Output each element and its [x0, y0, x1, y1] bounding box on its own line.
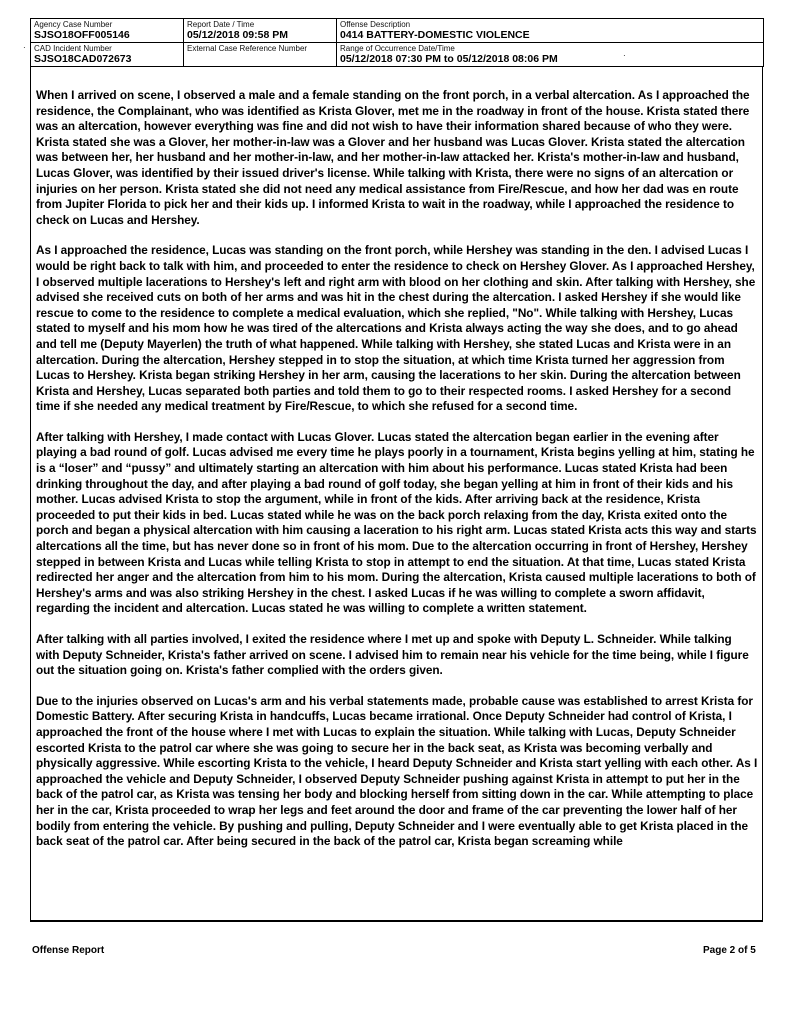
stray-mark: ·	[623, 51, 626, 60]
narrative-paragraph: Due to the injuries observed on Lucas's arm and his verbal statements made, probable cause was established to arrest Krista for Domestic Battery. After securing Krista in handcuffs, Lucas became irrational. Once Deputy Schneider had control of Krista, I approached the front of the house where I met with Lucas to explain the situation. While talking with Lucas, Deputy Schneider escorted Krista to the patrol car where she was going to secure her in the back seat, as Krista was becoming verbally and physically aggressive. While escorting Krista to the vehicle, I heard Deputy Schneider and Krista start yelling with each other. As I approached the vehicle and Deputy Schneider, I observed Deputy Schneider pushing against Krista in attempt to put her in the back of the patrol car, as Krista was tensing her body and blocking herself from sitting down in the car. While attempting to place her in the car, Krista proceeded to wrap her legs and feet around the door and frame of the car preventing the lower half of her bodily from entering the vehicle. By pushing and pulling, Deputy Schneider and I were eventually able to get Krista placed in the back seat of the patrol car. After being secured in the back of the patrol car, Krista began screaming while	[36, 693, 758, 849]
occurrence-value: 05/12/2018 07:30 PM to 05/12/2018 08:06 PM	[340, 53, 558, 65]
agency-case-label: Agency Case Number	[34, 20, 113, 29]
occurrence-cell	[337, 43, 764, 67]
report-date-cell	[184, 19, 337, 43]
report-header-table	[30, 18, 764, 67]
footer-report-type: Offense Report	[32, 945, 105, 956]
narrative-paragraph: As I approached the residence, Lucas was standing on the front porch, while Hershey was standing in the den. I advised Lucas I would be right back to talk with him, and proceeded to enter the residence to check on Hershey Glover. As I approached Hershey, I observed multiple lacerations to Hershey's left and right arm with blood on her clothing and skin. After talking with Hershey, she advised she received cuts on both of her arms and was hit in the chest during the altercation. I asked Hershey if she would like rescue to come to the residence to complete a medical evaluation, which she replied, "No". While talking with Hershey, Lucas stated to myself and his mom how he was tired of the altercations and Krista always acting the way she does, and to go ahead and tell me (Deputy Mayerlen) the truth of what happened. While talking with Hershey, she stated Lucas and Krista were in an altercation. During the altercation, Hershey stepped in to stop the situation, at which time Krista turned her aggression from Lucas to Hershey. Krista began striking Hershey in her arm, causing the lacerations to her skin. During the altercation between Krista and Hershey, Lucas separated both parties and told them to go to their respected rooms. I asked Hershey for a second time if she needed any medical treatment by Fire/Rescue, to which she refused for a second time.	[36, 243, 756, 414]
occurrence-label: Range of Occurrence Date/Time	[340, 44, 455, 53]
narrative-paragraph: After talking with Hershey, I made contact with Lucas Glover. Lucas stated the altercation began earlier in the evening after playing a bad round of golf. Lucas advised me every time he plays poorly in a tournament, Krista begins yelling at him, stating he is a “loser” and “pussy” and ultimately starting an altercation with him about his performance. Lucas stated Krista had been drinking throughout the day, and after playing a bad round of golf today, she began yelling at him in front of their kids and his mother. Lucas advised Krista to stop the argument, while in front of the kids. After arriving back at the residence, Krista proceeded to put their kids in bed. Lucas stated while he was on the back porch relaxing from the day, Krista exited onto the porch and began a physical altercation with him causing a laceration to his right arm. Lucas stated Krista acts this way and starts altercations all the time, but has never done so in front of his mom. Due to the altercation occurring in front of Hershey, Hershey stepped in between Krista and Lucas while telling Krista to stop in attempt to end the situation. At that time, Lucas stated Krista redirected her anger and the altercation from him to his mom. During the altercation, Krista caused multiple lacerations to both of Hershey's arms and was also striking Hershey in the chest. I asked Lucas if he was willing to complete a sworn affidavit, regarding the incident and altercation. Lucas stated he was willing to complete a written statement.	[36, 429, 757, 616]
report-date-value: 05/12/2018 09:58 PM	[187, 29, 288, 41]
offense-label: Offense Description	[340, 20, 411, 29]
cad-incident-label: CAD Incident Number	[34, 44, 112, 53]
report-date-label: Report Date / Time	[187, 20, 255, 29]
agency-case-value: SJSO18OFF005146	[34, 29, 130, 41]
cad-incident-value: SJSO18CAD072673	[34, 53, 132, 65]
narrative-box	[30, 66, 763, 922]
narrative-paragraph: When I arrived on scene, I observed a male and a female standing on the front porch, in a verbal altercation. As I approached the residence, the Complainant, who was identified as Krista Glover, met me in the roadway in front of the house. Krista stated there was an altercation, however everything was fine and did not wish to have their information shared because of who they were. Krista stated she was a Glover, her mother-in-law was a Glover and her husband was Lucas Glover. Krista stated the altercation was between her, her husband and her mother-in-law, and her mother-in-law attacked her. Krista's mother-in-law and husband, Lucas Glover, was identified by their issued driver's license. While talking with Krista, there were no signs of an altercation or injuries on her person. Krista stated she did not need any medical assistance from Fire/Rescue, and how her dad was en route from Jupiter Florida to pick her and their kids up. I informed Krista to wait in the roadway, while I approached the residence to check on Lucas and Hershey.	[36, 88, 750, 227]
margin-tick-mark: ·	[23, 43, 26, 52]
agency-case-cell	[31, 19, 184, 43]
offense-value: 0414 BATTERY-DOMESTIC VIOLENCE	[340, 29, 530, 41]
narrative-paragraph: After talking with all parties involved, I exited the residence where I met up and spoke with Deputy L. Schneider. While talking with Deputy Schneider, Krista's father arrived on scene. I advised him to remain near his vehicle for the time being, while I figure out the situation going on. Krista's father complied with the orders given.	[36, 632, 749, 678]
offense-cell	[337, 19, 764, 43]
external-ref-label: External Case Reference Number	[187, 44, 308, 53]
cad-incident-cell	[31, 43, 184, 67]
external-ref-cell	[184, 43, 337, 67]
footer-page-number: Page 2 of 5	[703, 945, 756, 956]
